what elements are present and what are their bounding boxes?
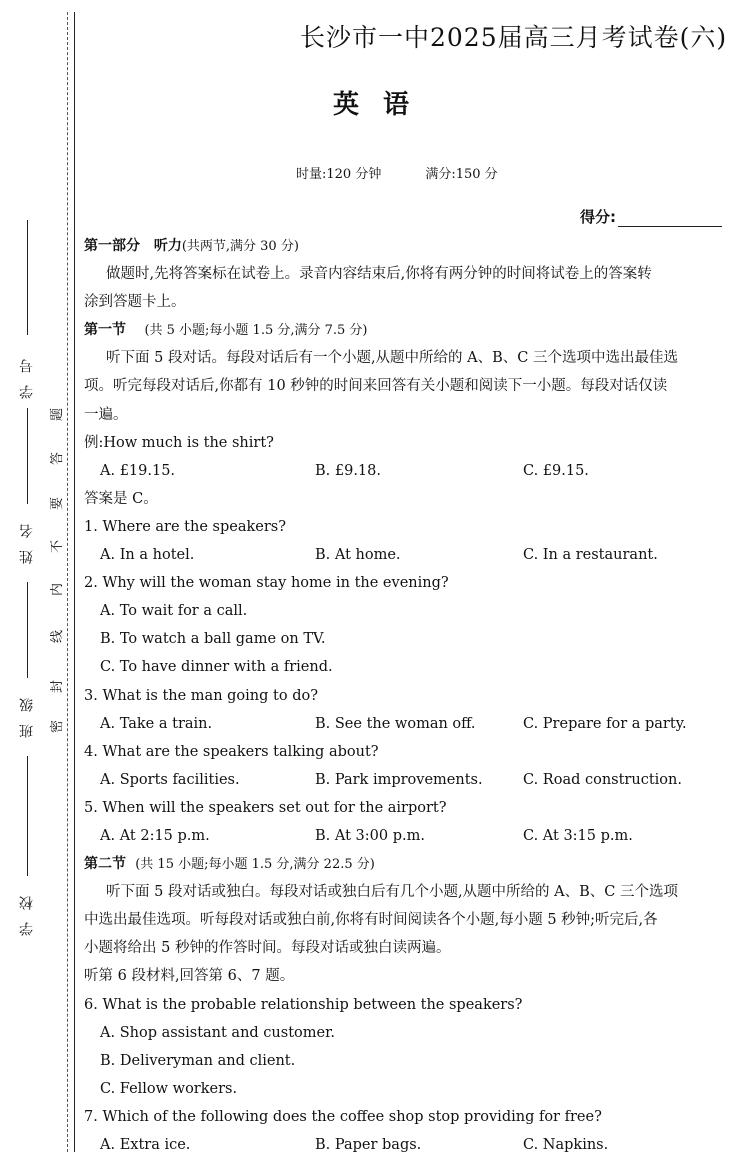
option-b: B. Deliveryman and client. (100, 1052, 296, 1069)
section-intro-cont: 项。听完每段对话后,你都有 10 秒钟的时间来回答有关小题和阅读下一小题。每段对话仅读 (84, 378, 668, 395)
question: 6. What is the probable relationship between the speakers? (84, 996, 523, 1013)
option-b: B. At home. (315, 547, 401, 564)
question: 7. Which of the following does the coffee shop stop providing for free? (84, 1108, 602, 1125)
option-a: A. Extra ice. (100, 1137, 191, 1153)
school-field[interactable] (16, 756, 38, 936)
binding-dashed-line (67, 12, 68, 1152)
option-a: A. In a hotel. (100, 547, 195, 564)
option-c: C. Napkins. (523, 1137, 609, 1153)
seal-char-7: 答 (50, 451, 66, 466)
question-options (84, 710, 730, 738)
part-heading: 第一部分 听力(共两节,满分 30 分) (84, 238, 299, 254)
exam-title: 长沙市一中2025届高三月考试卷(六) (300, 23, 728, 52)
material-instruction: 听第 6 段材料,回答第 6、7 题。 (84, 968, 295, 985)
score-label: 得分: (580, 208, 616, 226)
section-intro: 听下面 5 段对话或独白。每段对话或独白后有几个小题,从题中所给的 A、B、C 三个选项 (106, 884, 678, 901)
score-field[interactable] (580, 206, 722, 227)
class-label: 班级 (19, 686, 35, 738)
seal-char-5: 不 (50, 539, 66, 554)
option-b: B. To watch a ball game on TV. (100, 631, 326, 648)
section-intro: 听下面 5 段对话。每段对话后有一个小题,从题中所给的 A、B、C 三个选项中选出最佳选 (106, 350, 678, 367)
option-a: A. Shop assistant and customer. (100, 1024, 336, 1041)
option-c: C. In a restaurant. (523, 547, 658, 564)
question-options (84, 541, 730, 569)
option-c: C. To have dinner with a friend. (100, 659, 333, 676)
seal-char-3: 线 (50, 629, 66, 644)
option-a: A. To wait for a call. (100, 603, 248, 620)
option-b: B. At 3:00 p.m. (315, 827, 425, 844)
question: 1. Where are the speakers? (84, 518, 286, 535)
question: 5. When will the speakers set out for the airport? (84, 799, 447, 816)
seal-char-6: 要 (50, 496, 66, 511)
section-intro-end: 小题将给出 5 秒钟的作答时间。每段对话或独白读两遍。 (84, 940, 451, 957)
school-blank[interactable] (27, 756, 28, 876)
option-a: A. At 2:15 p.m. (100, 827, 210, 844)
question-options (84, 1131, 730, 1159)
question: 3. What is the man going to do? (84, 687, 318, 704)
question-options (84, 822, 730, 850)
option-c: C. Road construction. (523, 771, 682, 788)
score-blank[interactable] (618, 211, 722, 227)
exam-meta (296, 163, 498, 182)
section-intro-end: 一遍。 (84, 406, 128, 423)
name-field[interactable] (16, 408, 38, 564)
option-b: B. Paper bags. (315, 1137, 422, 1153)
name-label: 姓名 (19, 512, 35, 564)
section-heading: 第一节 (共 5 小题;每小题 1.5 分,满分 7.5 分) (84, 322, 368, 339)
question-options (84, 766, 730, 794)
seal-char-1: 密 (50, 719, 66, 734)
question: 4. What are the speakers talking about? (84, 743, 379, 760)
student-id-field[interactable] (16, 220, 38, 399)
example-question: 例:How much is the shirt? (84, 434, 274, 451)
part-intro: 做题时,先将答案标在试卷上。录音内容结束后,你将有两分钟的时间将试卷上的答案转 (106, 266, 652, 283)
exam-body (84, 232, 730, 1159)
section-intro-cont: 中选出最佳选项。听每段对话或独白前,你将有时间阅读各个小题,每小题 5 秒钟;听完后,各 (84, 912, 658, 929)
student-id-label: 学号 (19, 347, 35, 399)
seal-char-8: 题 (50, 407, 66, 422)
example-options: A. £19.15. B. £9.18. C. £9.15. (100, 462, 589, 479)
seal-char-4: 内 (50, 582, 66, 597)
option-b: B. Park improvements. (315, 771, 483, 788)
part-intro-cont: 涂到答题卡上。 (84, 294, 186, 311)
option-b: B. See the woman off. (315, 715, 476, 732)
option-c: C. Fellow workers. (100, 1080, 238, 1097)
time-limit: 时量:120 分钟 (296, 167, 382, 182)
section-heading: 第二节 (共 15 小题;每小题 1.5 分,满分 22.5 分) (84, 856, 375, 873)
option-c: C. At 3:15 p.m. (523, 827, 633, 844)
student-id-blank[interactable] (27, 220, 28, 335)
full-score: 满分:150 分 (425, 167, 498, 182)
class-field[interactable] (16, 582, 38, 738)
question: 2. Why will the woman stay home in the evening? (84, 575, 449, 592)
option-c: C. Prepare for a party. (523, 715, 687, 732)
option-a: A. Take a train. (100, 715, 213, 732)
subject-title: 英 语 (332, 90, 410, 120)
option-a: A. Sports facilities. (100, 771, 240, 788)
seal-char-2: 封 (50, 679, 66, 694)
example-answer: 答案是 C。 (84, 490, 158, 507)
binding-solid-line (74, 12, 75, 1152)
name-blank[interactable] (27, 408, 28, 504)
school-label: 学校 (19, 884, 35, 936)
class-blank[interactable] (27, 582, 28, 678)
